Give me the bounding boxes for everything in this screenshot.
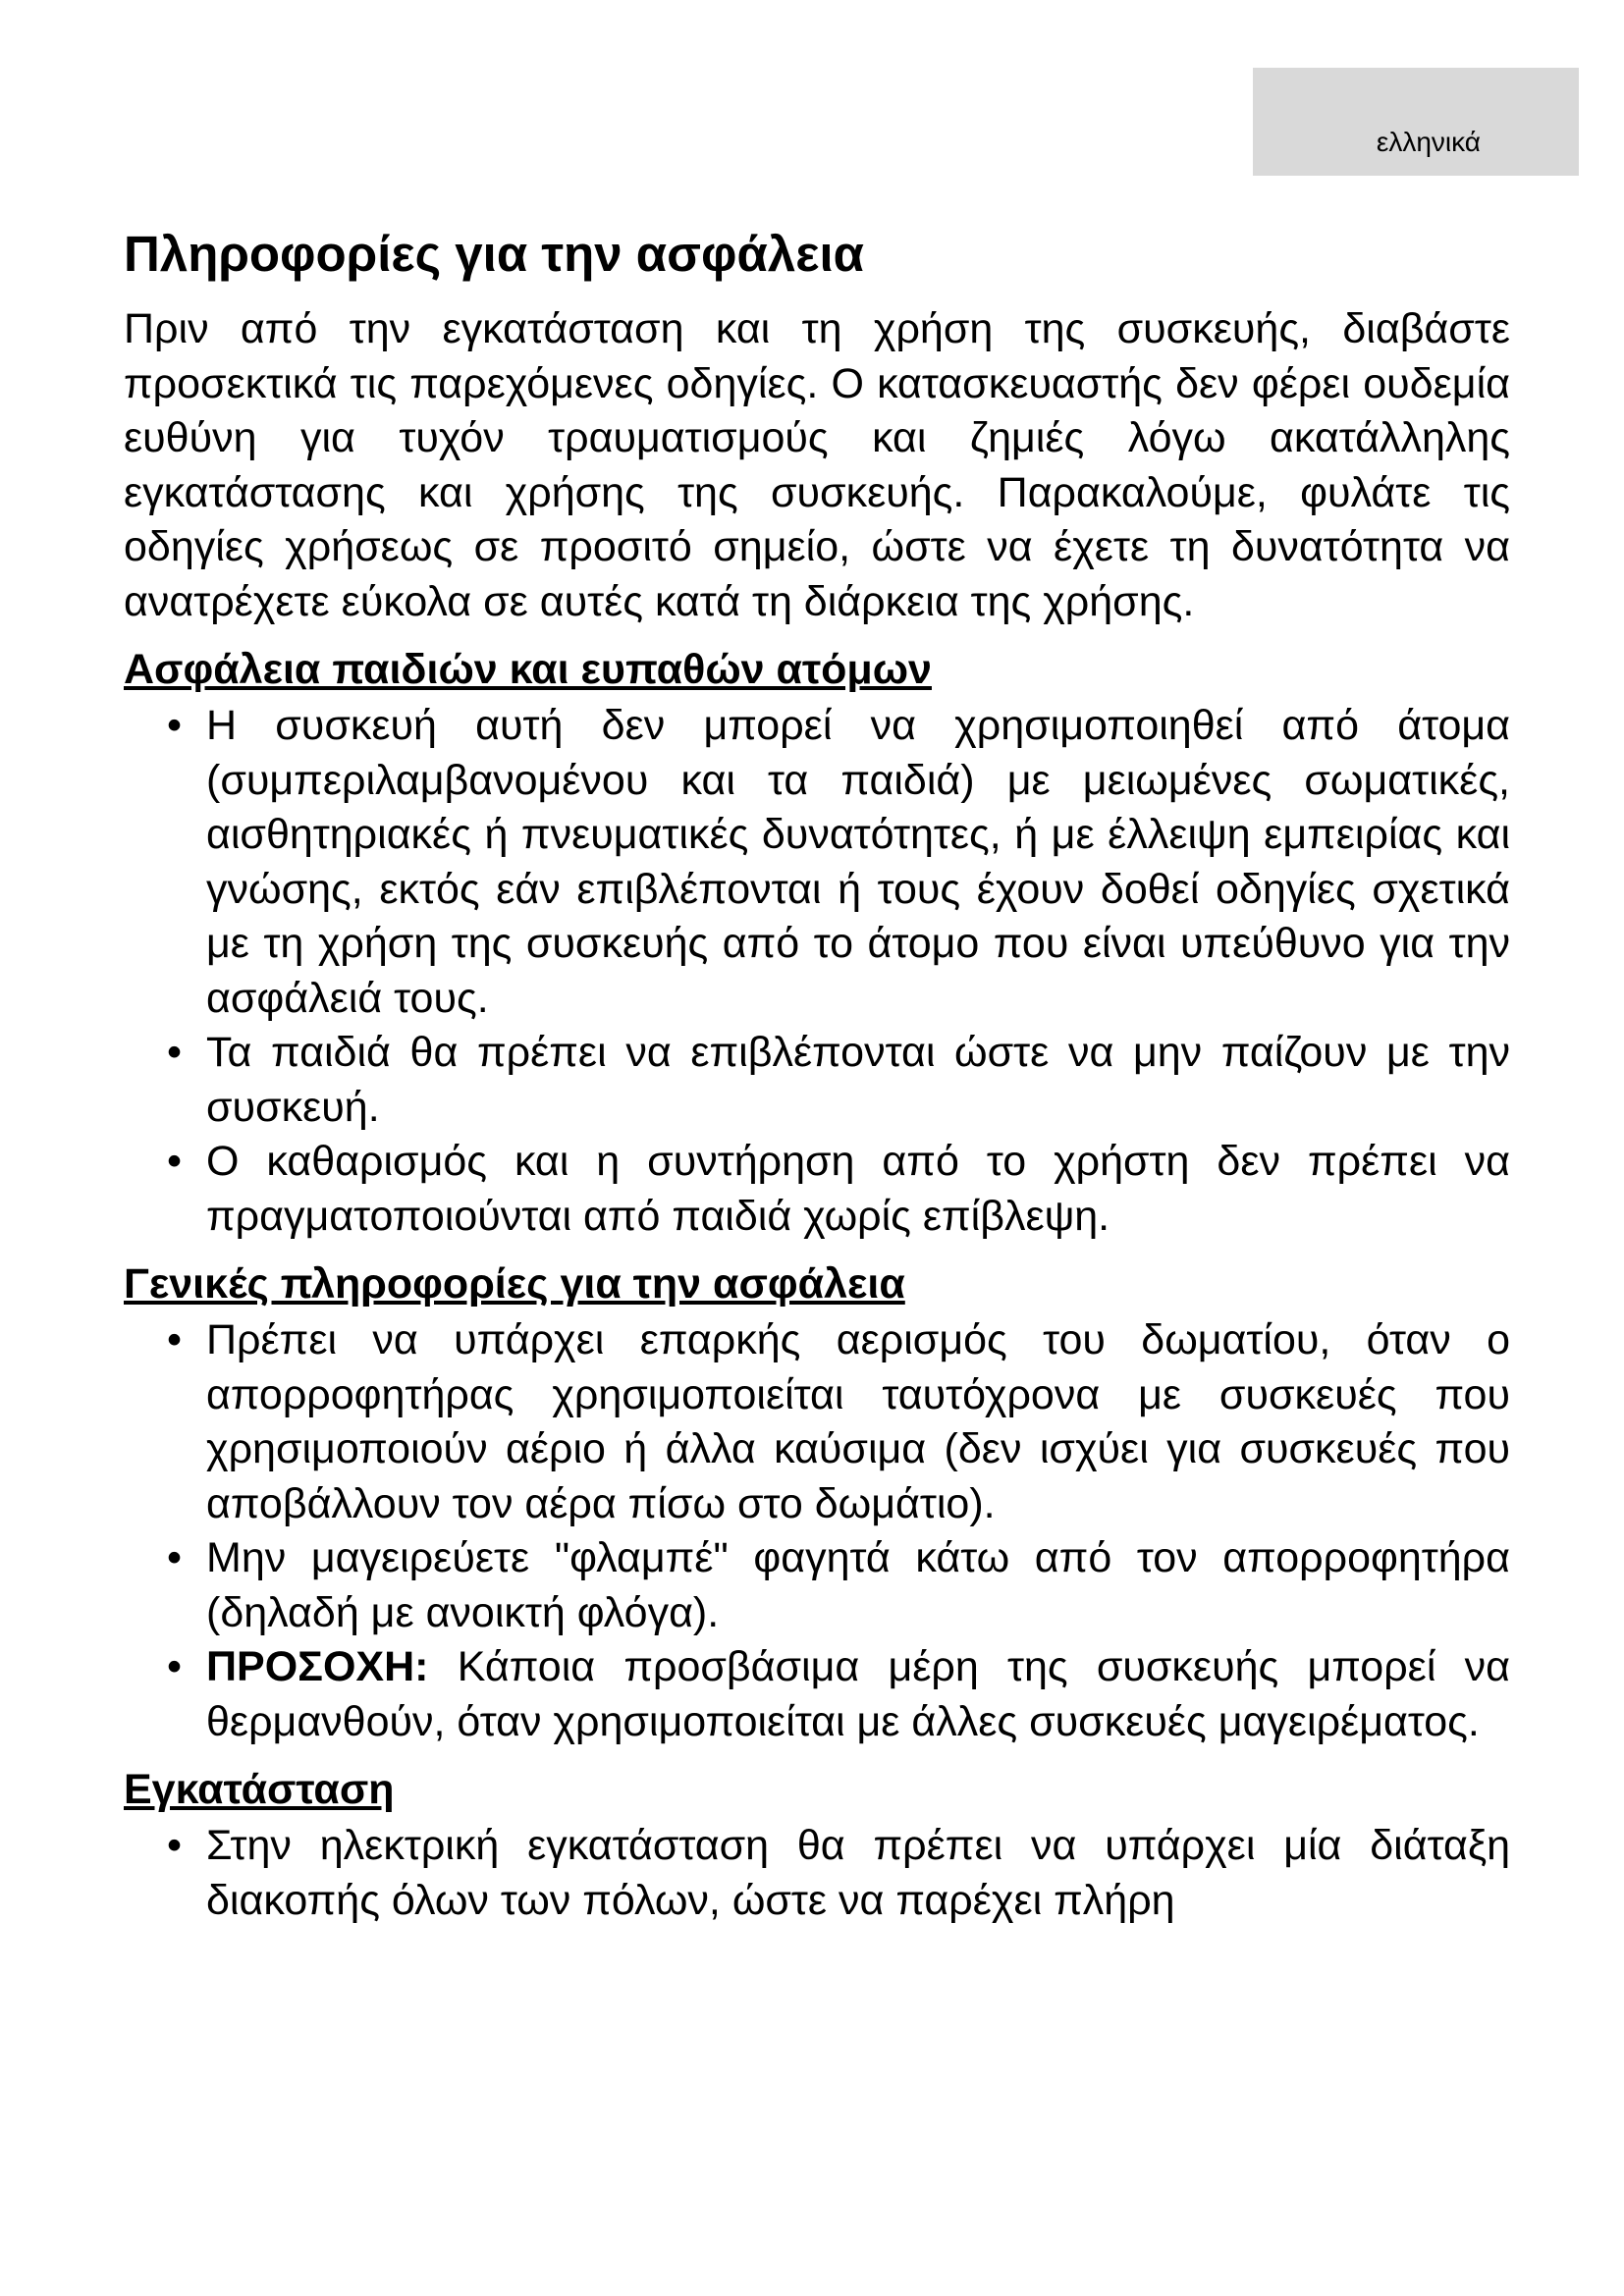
list-item-text: Πρέπει να υπάρχει επαρκής αερισμός του δωματίου, όταν ο απορροφητήρας χρησιμοποιείται ταυτόχρονα με συσκευές που χρησιμοποιούν αέριο ή άλλα καύσιμα (δεν ισχύει για συσκευές που αποβάλλουν τον αέρα πίσω στο δωμάτιο).: [206, 1316, 1510, 1527]
list-item: [124, 1135, 1510, 1244]
list-item-text: Η συσκευή αυτή δεν μπορεί να χρησιμοποιηθεί από άτομα (συμπεριλαμβανομένου και τα παιδιά) με μειωμένες σωματικές, αισθητηριακές ή πνευματικές δυνατότητες, ή με έλλειψη εμπειρίας και γνώσης, εκτός εάν επιβλέπονται ή τους έχουν δοθεί οδηγίες σχετικά με τη χρήση της συσκευής από το άτομο που είναι υπεύθυνο για την ασφάλειά τους.: [206, 702, 1510, 1022]
list-item-text: Στην ηλεκτρική εγκατάσταση θα πρέπει να υπάρχει μία διάταξη διακοπής όλων των πόλων, ώστε να παρέχει πλήρη: [206, 1822, 1510, 1924]
list-item: [124, 1313, 1510, 1531]
children-safety-list: [124, 699, 1510, 1244]
list-item: [124, 1531, 1510, 1640]
bullet-icon: •: [167, 1138, 183, 1185]
warning-label: ΠΡΟΣΟΧΗ:: [206, 1643, 429, 1690]
general-safety-list: [124, 1313, 1510, 1749]
bullet-icon: •: [167, 1316, 183, 1363]
warning-text: Κάποια προσβάσιμα μέρη της συσκευής μπορεί να θερμανθούν, όταν χρησιμοποιείται με άλλες συσκευές μαγειρέματος.: [206, 1643, 1510, 1745]
list-item-text: Μην μαγειρεύετε "φλαμπέ" φαγητά κάτω από τον απορροφητήρα (δηλαδή με ανοικτή φλόγα).: [206, 1534, 1510, 1636]
bullet-icon: •: [167, 1534, 183, 1581]
bullet-icon: •: [167, 1643, 183, 1690]
document-body: [124, 224, 1510, 1928]
section-heading-general-safety: Γενικές πληροφορίες για την ασφάλεια: [124, 1260, 905, 1308]
section-heading-installation: Εγκατάσταση: [124, 1766, 395, 1813]
bullet-icon: •: [167, 1822, 183, 1869]
list-item: [124, 1026, 1510, 1135]
installation-list: [124, 1819, 1510, 1928]
bullet-icon: •: [167, 1029, 183, 1076]
section-heading-children-safety: Ασφάλεια παιδιών και ευπαθών ατόμων: [124, 646, 932, 693]
list-item-text: Ο καθαρισμός και η συντήρηση από το χρήστη δεν πρέπει να πραγματοποιούνται από παιδιά χωρίς επίβλεψη.: [206, 1138, 1510, 1240]
warning-item: [124, 1640, 1510, 1749]
language-tab: ελληνικά: [1253, 68, 1579, 176]
page-title: Πληροφορίες για την ασφάλεια: [124, 226, 864, 282]
intro-paragraph: Πριν από την εγκατάσταση και τη χρήση της συσκευής, διαβάστε προσεκτικά τις παρεχόμενες οδηγίες. Ο κατασκευαστής δεν φέρει ουδεμία ευθύνη για τυχόν τραυματισμούς και ζημιές λόγω ακατάλληλης εγκατάστασης και χρήσης της συσκευής. Παρακαλούμε, φυλάτε τις οδηγίες χρήσεως σε προσιτό σημείο, ώστε να έχετε τη δυνατότητα να ανατρέχετε εύκολα σε αυτές κατά τη διάρκεια της χρήσης.: [124, 305, 1510, 625]
bullet-icon: •: [167, 702, 183, 749]
list-item-text: Τα παιδιά θα πρέπει να επιβλέπονται ώστε να μην παίζουν με την συσκευή.: [206, 1029, 1510, 1131]
list-item: [124, 1819, 1510, 1928]
list-item: [124, 699, 1510, 1026]
